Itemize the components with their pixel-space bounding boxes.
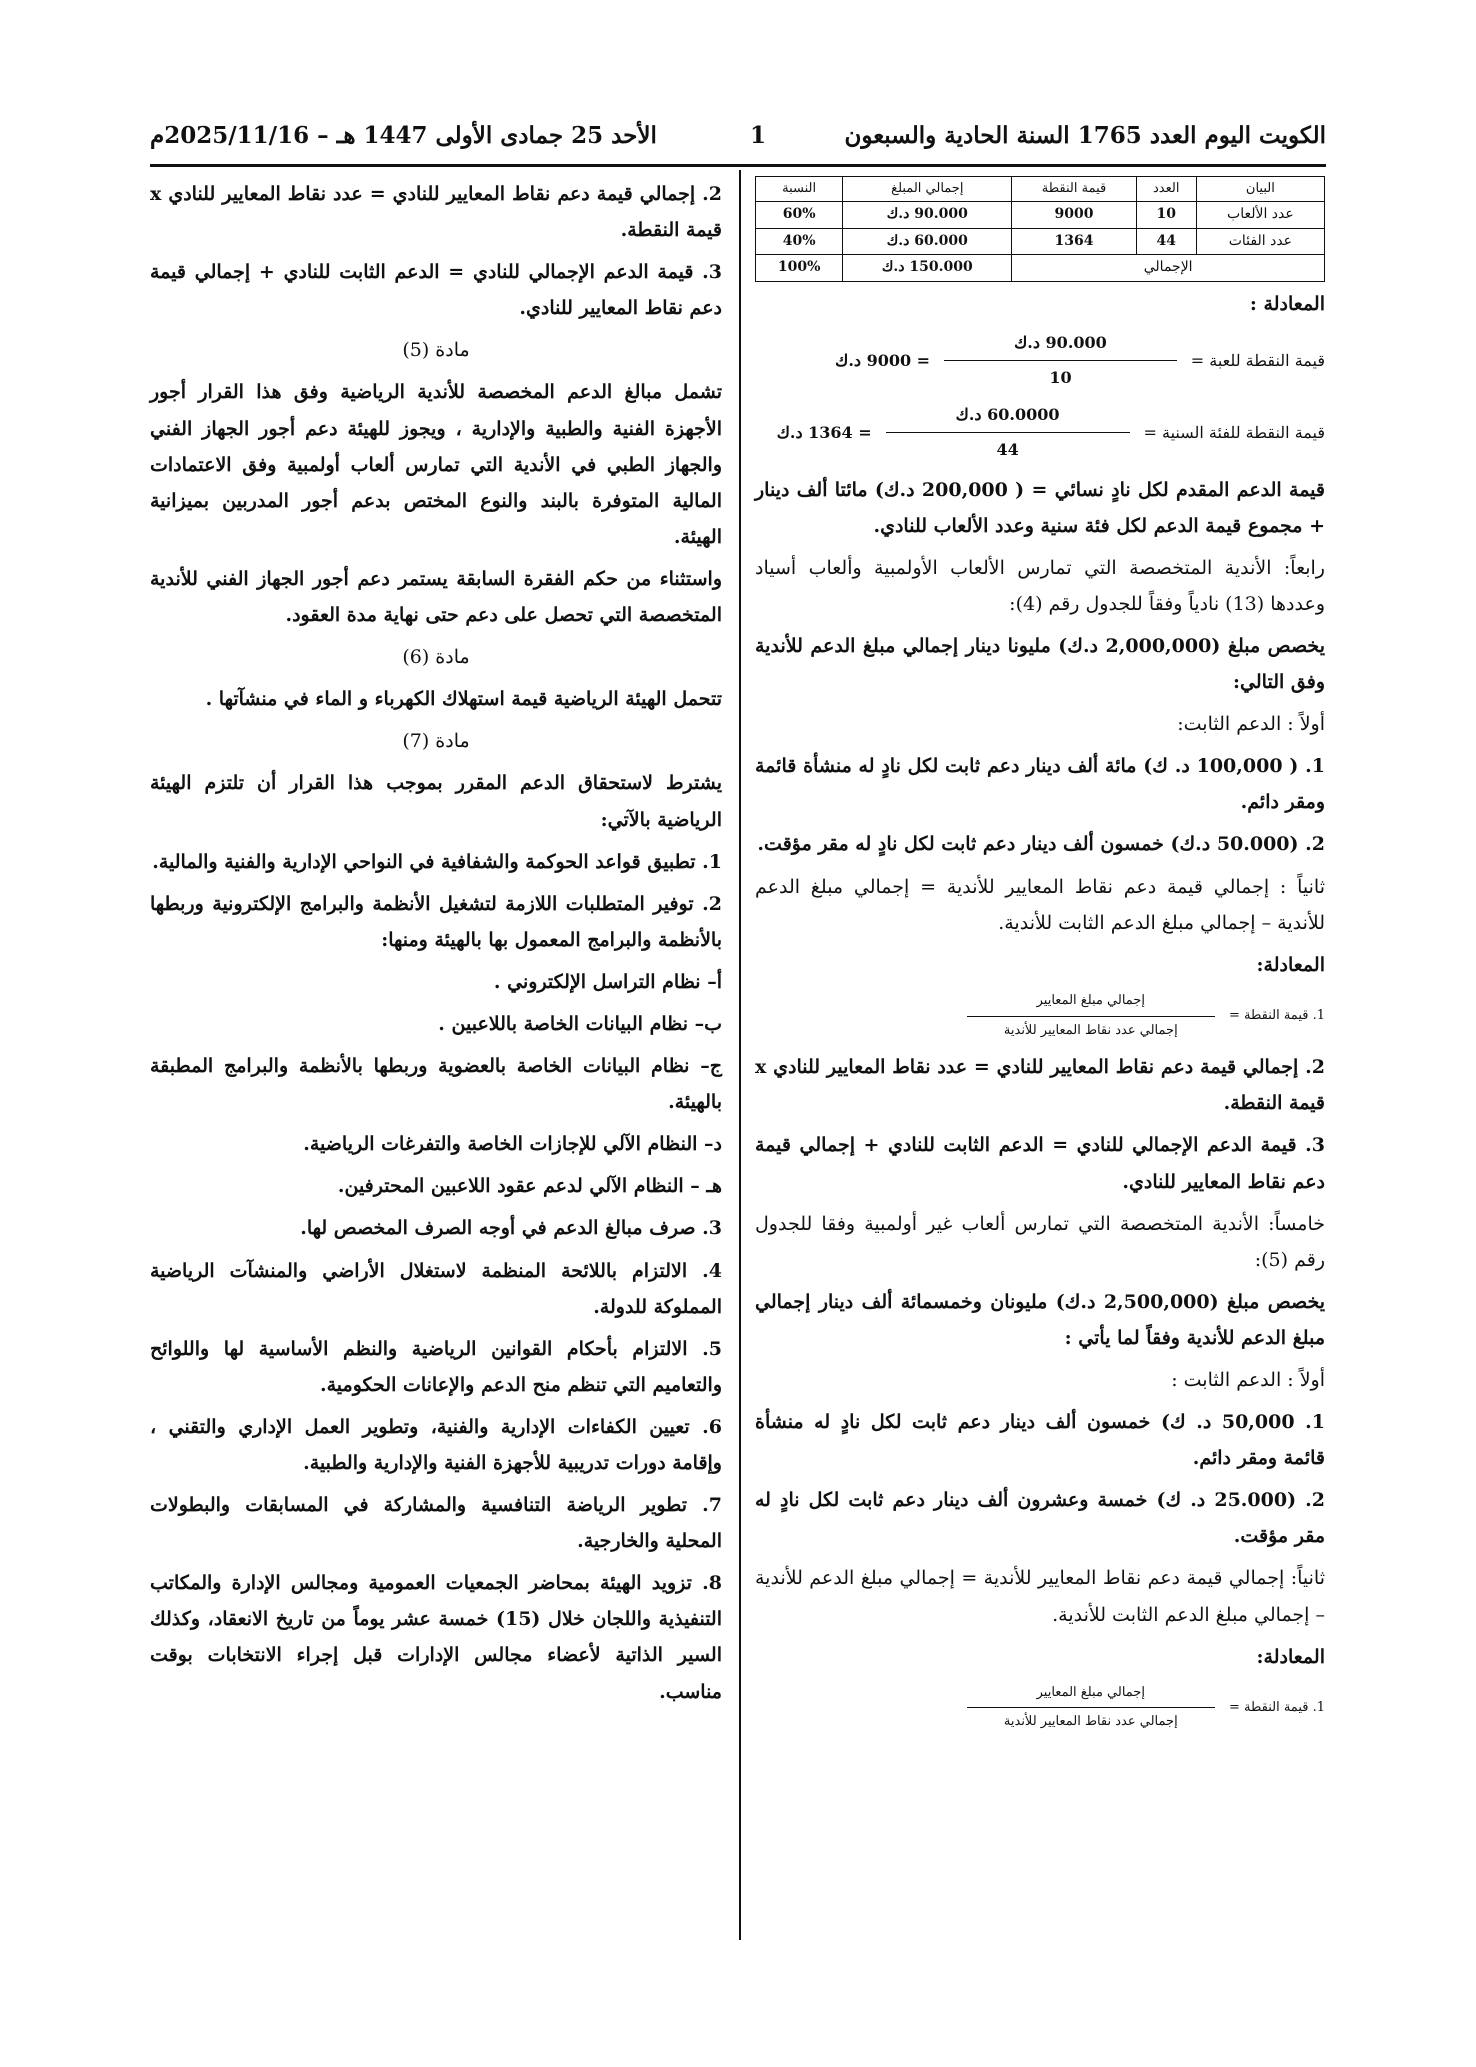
table-cell: عدد الفئات bbox=[1196, 228, 1324, 255]
table-total-row bbox=[756, 255, 1325, 282]
list-item: 2. إجمالي قيمة دعم نقاط المعايير للنادي = عدد نقاط المعايير للنادي x قيمة النقطة. bbox=[755, 1056, 1325, 1115]
equation-label: المعادلة: bbox=[1256, 1645, 1325, 1668]
table-header-row bbox=[756, 177, 1325, 202]
fraction-denominator: 44 bbox=[996, 440, 1019, 460]
table-header: العدد bbox=[1136, 177, 1196, 202]
sub-list-item: هـ – النظام الآلي لدعم عقود اللاعبين المحترفين. bbox=[337, 1175, 722, 1198]
list-item: 2. إجمالي قيمة دعم نقاط المعايير للنادي = عدد نقاط المعايير للنادي x قيمة النقطة. bbox=[150, 183, 722, 242]
table-cell: عدد الألعاب bbox=[1196, 202, 1324, 229]
section-heading: خامساً: الأندية المتخصصة التي تمارس ألعاب غير أولمبية وفقا للجدول رقم (5): bbox=[755, 1212, 1325, 1271]
table-header: قيمة النقطة bbox=[1012, 177, 1136, 202]
paragraph: ثانياً : إجمالي قيمة دعم نقاط المعايير للأندية = إجمالي مبلغ الدعم للأندية – إجمالي مبلغ الدعم الثابت للأندية. bbox=[755, 875, 1325, 934]
subheading: أولاً : الدعم الثابت: bbox=[1177, 713, 1325, 736]
equation-label: المعادلة : bbox=[1249, 292, 1325, 315]
sub-list-item: أ– نظام التراسل الإلكتروني . bbox=[493, 970, 722, 993]
page-header bbox=[150, 118, 1326, 158]
paragraph: قيمة الدعم المقدم لكل نادٍ نسائي = ( 200,000 د.ك) مائتا ألف دينار + مجموع قيمة الدعم لكل فئة سنية وعدد الألعاب للنادي. bbox=[755, 478, 1325, 537]
table-cell: 10 bbox=[1136, 202, 1196, 229]
fraction bbox=[944, 328, 1177, 394]
formula-age-category-point bbox=[755, 400, 1325, 466]
list-item: 6. تعيين الكفاءات الإدارية والفنية، وتطوير العمل الإداري والتقني ، وإقامة دورات تدريبية للأجهزة الفنية والإدارية والطبية. bbox=[150, 1415, 722, 1474]
table-cell: 60.000 د.ك bbox=[843, 228, 1012, 255]
list-item: 1. ( 100,000 د. ك) مائة ألف دينار دعم ثابت لكل نادٍ له منشأة قائمة ومقر دائم. bbox=[755, 755, 1325, 814]
paragraph: يخصص مبلغ (2,000,000 د.ك) مليونا دينار إجمالي مبلغ الدعم للأندية وفق التالي: bbox=[755, 635, 1325, 694]
table-cell: 90.000 د.ك bbox=[843, 202, 1012, 229]
fraction bbox=[967, 989, 1215, 1043]
article-heading: مادة (6) bbox=[402, 646, 470, 669]
paragraph: يشترط لاستحقاق الدعم المقرر بموجب هذا القرار أن تلتزم الهيئة الرياضية بالآتي: bbox=[150, 772, 722, 831]
fraction-denominator: إجمالي عدد نقاط المعايير للأندية bbox=[1003, 1022, 1178, 1038]
equation-label: المعادلة: bbox=[1256, 953, 1325, 976]
formula-label: 1. قيمة النقطة = bbox=[1228, 1007, 1325, 1023]
list-item: 1. 50,000 د. ك) خمسون ألف دينار دعم ثابت لكل نادٍ له منشأة قائمة ومقر دائم. bbox=[755, 1411, 1325, 1470]
list-item: 7. تطوير الرياضة التنافسية والمشاركة في المسابقات والبطولات المحلية والخارجية. bbox=[150, 1494, 722, 1553]
formula-label: قيمة النقطة للعبة = bbox=[1190, 350, 1325, 370]
column-divider bbox=[739, 170, 741, 1940]
table-cell: 1364 bbox=[1012, 228, 1136, 255]
list-item: 2. (25.000 د. ك) خمسة وعشرون ألف دينار دعم ثابت لكل نادٍ له مقر مؤقت. bbox=[755, 1489, 1325, 1548]
formula-result: = 1364 د.ك bbox=[776, 422, 872, 442]
page-number: 1 bbox=[750, 122, 767, 149]
header-publication: الكويت اليوم العدد 1765 السنة الحادية والسبعون bbox=[844, 122, 1326, 149]
list-item: 3. قيمة الدعم الإجمالي للنادي = الدعم الثابت للنادي + إجمالي قيمة دعم نقاط المعايير للنادي. bbox=[755, 1134, 1325, 1193]
paragraph: يخصص مبلغ (2,500,000 د.ك) مليونان وخمسمائة ألف دينار إجمالي مبلغ الدعم للأندية وفقاً لما يأتي : bbox=[755, 1290, 1325, 1349]
list-item: 3. قيمة الدعم الإجمالي للنادي = الدعم الثابت للنادي + إجمالي قيمة دعم نقاط المعايير للنادي. bbox=[150, 261, 722, 320]
table-header: إجمالي المبلغ bbox=[843, 177, 1012, 202]
formula-point-value bbox=[755, 1681, 1325, 1735]
paragraph: واستثناء من حكم الفقرة السابقة يستمر دعم أجور الجهاز الفني للأندية المتخصصة التي تحصل على دعم حتى نهاية مدة العقود. bbox=[150, 567, 722, 627]
list-item: 4. الالتزام باللائحة المنظمة لاستغلال الأراضي والمنشآت الرياضية المملوكة للدولة. bbox=[150, 1259, 722, 1318]
table-total-amount: 150.000 د.ك bbox=[843, 255, 1012, 282]
sub-list-item: ج– نظام البيانات الخاصة بالعضوية وربطها بالأنظمة والبرامج المطبقة بالهيئة. bbox=[150, 1055, 722, 1114]
fraction-numerator: إجمالي مبلغ المعايير bbox=[967, 989, 1215, 1017]
table-total-label: الإجمالي bbox=[1012, 255, 1325, 282]
list-item: 2. (50.000 د.ك) خمسون ألف دينار دعم ثابت لكل نادٍ له مقر مؤقت. bbox=[757, 833, 1325, 856]
fraction-numerator: 60.0000 د.ك bbox=[886, 400, 1130, 433]
fraction bbox=[886, 400, 1130, 466]
list-item: 5. الالتزام بأحكام القوانين الرياضية والنظم الأساسية لها واللوائح والتعاميم التي تنظم منح الدعم والإعانات الحكومية. bbox=[150, 1337, 722, 1396]
header-date: الأحد 25 جمادى الأولى 1447 هـ – 2025/11/16م bbox=[150, 122, 657, 149]
paragraph: تشمل مبالغ الدعم المخصصة للأندية الرياضية وفق هذا القرار أجور الأجهزة الفنية والطبية والإدارية ، ويجوز للهيئة دعم أجور الجهاز الفني والجهاز الطبي في الأندية التي تمارس ألعاب أولمبية وفق الاعتمادات المالية المتوفرة بالبند والنوع المختص بدعم أجور المدربين بميزانية الهيئة. bbox=[150, 381, 722, 548]
table-cell: 44 bbox=[1136, 228, 1196, 255]
fraction-denominator: 10 bbox=[1049, 368, 1072, 388]
formula-label: 1. قيمة النقطة = bbox=[1228, 1699, 1325, 1715]
article-heading: مادة (7) bbox=[402, 730, 470, 753]
formula-label: قيمة النقطة للفئة السنية = bbox=[1143, 422, 1325, 442]
fraction-denominator: إجمالي عدد نقاط المعايير للأندية bbox=[1003, 1714, 1178, 1730]
support-table bbox=[755, 176, 1325, 282]
section-heading: رابعاً: الأندية المتخصصة التي تمارس الألعاب الأولمبية وألعاب أسياد وعددها (13) نادياً وفقاً للجدول رقم (4): bbox=[755, 556, 1325, 615]
header-rule bbox=[150, 164, 1326, 167]
table-row bbox=[756, 228, 1325, 255]
paragraph: تتحمل الهيئة الرياضية قيمة استهلاك الكهرباء و الماء في منشآتها . bbox=[205, 688, 722, 711]
paragraph: ثانياً: إجمالي قيمة دعم نقاط المعايير للأندية = إجمالي مبلغ الدعم للأندية – إجمالي مبلغ الدعم الثابت للأندية. bbox=[755, 1567, 1325, 1626]
table-row bbox=[756, 202, 1325, 229]
left-column bbox=[150, 176, 722, 1716]
list-item: 8. تزويد الهيئة بمحاضر الجمعيات العمومية ومجالس الإدارة والمكاتب التنفيذية واللجان خلال (15) خمسة عشر يوماً من تاريخ الانعقاد، وكذلك السير الذاتية لأعضاء مجالس الإدارات قبل إجراء الانتخابات بوقت مناسب. bbox=[150, 1572, 722, 1703]
right-column bbox=[755, 176, 1325, 1741]
table-total-pct: 100% bbox=[756, 255, 843, 282]
fraction bbox=[967, 1681, 1215, 1735]
table-cell: 9000 bbox=[1012, 202, 1136, 229]
fraction-numerator: 90.000 د.ك bbox=[944, 328, 1177, 361]
table-header: البيان bbox=[1196, 177, 1324, 202]
table-header: النسبة bbox=[756, 177, 843, 202]
fraction-numerator: إجمالي مبلغ المعايير bbox=[967, 1681, 1215, 1709]
article-heading: مادة (5) bbox=[402, 339, 470, 362]
subheading: أولاً : الدعم الثابت : bbox=[1171, 1368, 1325, 1391]
formula-game-point bbox=[755, 328, 1325, 394]
list-item: 1. تطبيق قواعد الحوكمة والشفافية في النواحي الإدارية والفنية والمالية. bbox=[152, 850, 722, 873]
formula-result: = 9000 د.ك bbox=[835, 350, 931, 370]
list-item: 3. صرف مبالغ الدعم في أوجه الصرف المخصص لها. bbox=[300, 1217, 722, 1240]
list-item: 2. توفير المتطلبات اللازمة لتشغيل الأنظمة والبرامج الإلكترونية وربطها بالأنظمة والبرامج المعمول بها بالهيئة ومنها: bbox=[150, 892, 722, 951]
sub-list-item: د– النظام الآلي للإجازات الخاصة والتفرغات الرياضية. bbox=[303, 1133, 722, 1156]
formula-point-value bbox=[755, 989, 1325, 1043]
table-cell: 60% bbox=[756, 202, 843, 229]
table-cell: 40% bbox=[756, 228, 843, 255]
sub-list-item: ب– نظام البيانات الخاصة باللاعبين . bbox=[438, 1012, 722, 1035]
